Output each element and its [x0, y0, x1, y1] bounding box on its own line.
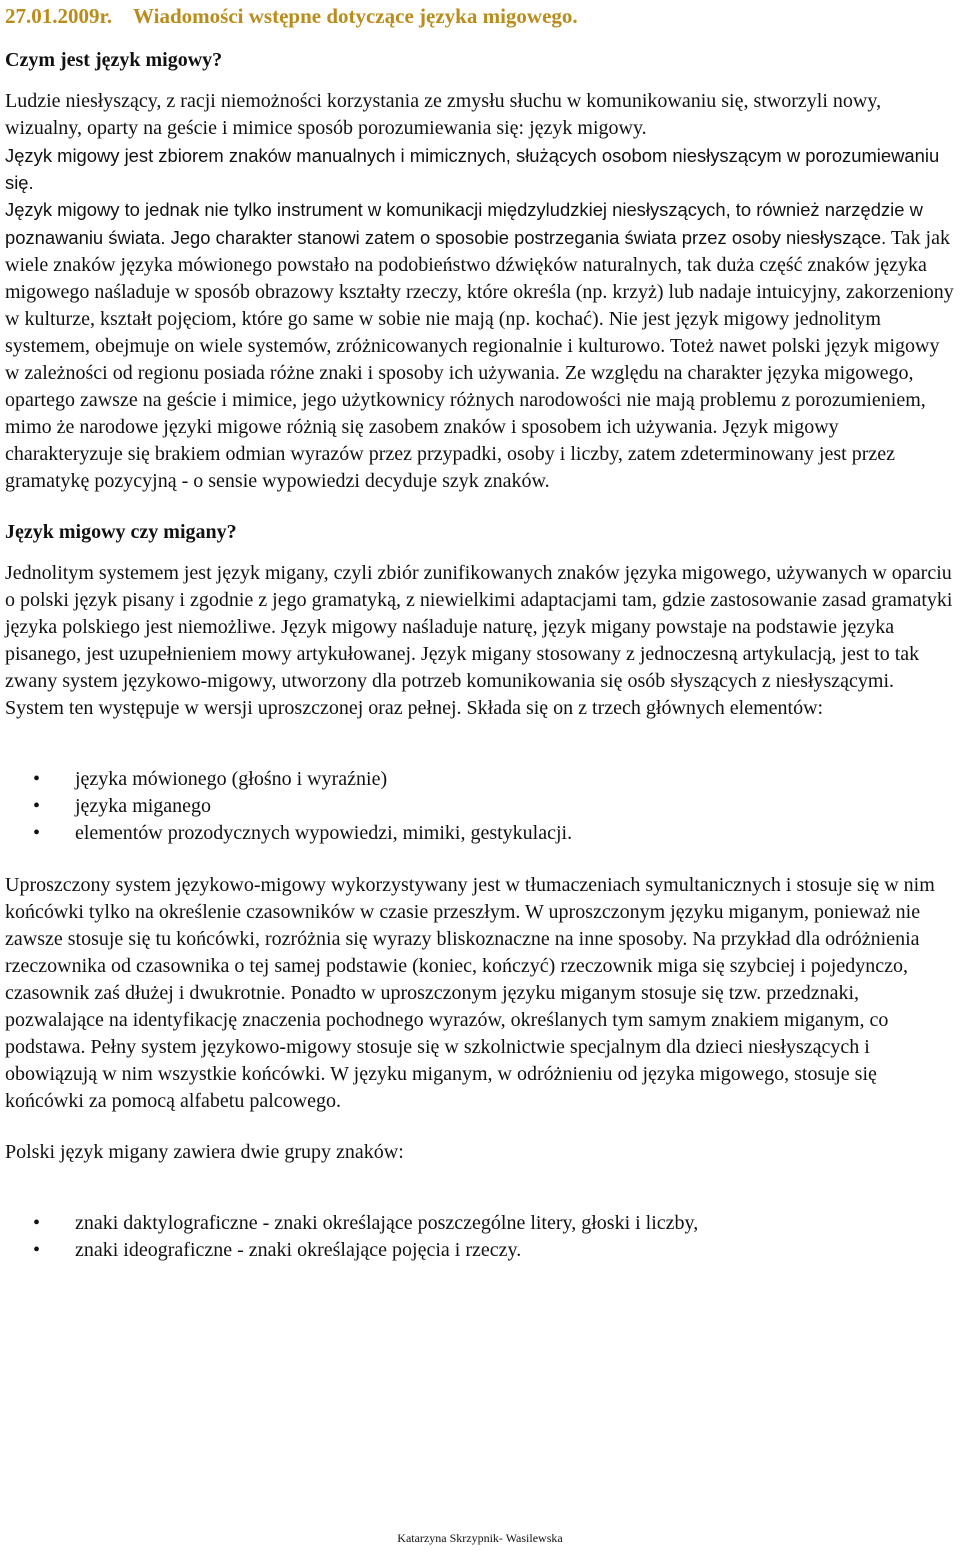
- list-item: • elementów prozodycznych wypowiedzi, mimiki, gestykulacji.: [5, 820, 955, 847]
- list-item: • języka miganego: [5, 793, 955, 820]
- section-heading-migowy-czy-migany: Język migowy czy migany?: [5, 521, 237, 543]
- elements-list: [5, 766, 955, 847]
- section-heading-what-is: Czym jest język migowy?: [5, 49, 223, 71]
- paragraph-definition: Język migowy jest zbiorem znaków manualnych i mimicznych, służących osobom niesłyszącym w porozumiewaniu się.: [5, 145, 940, 193]
- paragraph-character-part1: Język migowy to jednak nie tylko instrument w komunikacji międzyludzkiej niesłyszących, to również narzędzie w poznawaniu świata.: [5, 199, 923, 248]
- paragraph-intro: Ludzie niesłyszący, z racji niemożności korzystania ze zmysłu słuchu w komunikowaniu się, stworzyli nowy, wizualny, oparty na geście i mimice sposób porozumiewania się: język migowy.: [5, 90, 882, 139]
- list-item: • języka mówionego (głośno i wyraźnie): [5, 766, 955, 793]
- footer-author: Katarzyna Skrzypnik- Wasilewska: [397, 1531, 563, 1545]
- paragraph-uproszczony: Uproszczony system językowo-migowy wykorzystywany jest w tłumaczeniach symultanicznych i stosuje się w nim końcówki tylko na określenie czasowników w czasie przeszłym. W uproszczonym języku miganym, ponieważ nie zawsze stosuje się tu końcówki, rozróżnia się wyrazy bliskoznaczne na inne sposoby. Na przykład dla odróżnienia rzeczownika od czasownika o tej samej podstawie (koniec, kończyć) rzeczownik miga się szybciej i pojedynczo, czasownik zaś dłużej i dwukrotnie. Ponadto w uproszczonym języku miganym stosuje się tzw. przedznaki, pozwalające na identyfikację znaczenia pochodnego wyrazów, określanych tym samym znakiem miganym, co podstawa. Pełny system językowo-migowy stosuje się w szkolnictwie specjalnym dla dzieci niesłyszących i obowiązują w nim wszystkie końcówki. W języku miganym, w odróżnieniu od języka migowego, stosuje się końcówki za pomocą alfabetu palcowego.: [5, 874, 935, 1112]
- paragraph-character-part3: Tak jak wiele znaków języka mówionego powstało na podobieństwo dźwięków naturalnych, tak duża część znaków języka migowego naśladuje w sposób obrazowy kształty rzeczy, które określa (np. krzyż) lub nadaje intuicyjny, zakorzeniony w kulturze, kształt pojęciom, które go same w sobie nie mają (np. kochać). Nie jest język migowy jednolitym systemem, obejmuje on wiele systemów, zróżnicowanych regionalnie i kulturowo. Toteż nawet polski język migowy w zależności od regionu posiada różne znaki i sposoby ich używania. Ze względu na charakter języka migowego, opartego zawsze na geście i mimice, jego użytkownicy różnych narodowości nie mają problemu z porozumieniem, mimo że narodowe języki migowe różnią się zasobem znaków i sposobem ich używania. Język migowy charakteryzuje się brakiem odmian wyrazów przez przypadki, osoby i liczby, zatem zdeterminowany jest przez gramatykę pozycyjną - o sensie wypowiedzi decyduje szyk znaków.: [5, 227, 954, 492]
- paragraph-grupy-znakow: Polski język migany zawiera dwie grupy znaków:: [5, 1141, 404, 1163]
- list-item: • znaki ideograficzne - znaki określające pojęcia i rzeczy.: [5, 1237, 955, 1264]
- header-title: Wiadomości wstępne dotyczące języka migowego.: [133, 4, 578, 28]
- header-date: 27.01.2009r.: [5, 4, 113, 28]
- paragraph-jezyk-migany: Jednolitym systemem jest język migany, czyli zbiór zunifikowanych znaków języka migowego, używanych w oparciu o polski język pisany i zgodnie z jego gramatyką, z niewielkimi adaptacjami tam, gdzie zastosowanie zasad gramatyki języka polskiego jest niemożliwe. Język migowy naśladuje naturę, język migany powstaje na podstawie języka pisanego, jest uzupełnieniem mowy artykułowanej. Język migany stosowany z jednoczesną artykulacją, jest to tak zwany system językowo-migowy, utworzony dla potrzeb komunikowania się osób słyszących z niesłyszącymi. System ten występuje w wersji uproszczonej oraz pełnej. Składa się on z trzech głównych elementów:: [5, 562, 953, 719]
- paragraph-character: [5, 196, 955, 495]
- paragraph-character-part2: Jego charakter stanowi zatem o sposobie postrzegania świata przez osoby niesłyszące.: [165, 227, 887, 248]
- document-page: [5, 0, 955, 1264]
- document-header: [5, 0, 955, 30]
- list-item: • znaki daktylograficzne - znaki określające poszczególne litery, głoski i liczby,: [5, 1210, 955, 1237]
- sign-groups-list: [5, 1210, 955, 1264]
